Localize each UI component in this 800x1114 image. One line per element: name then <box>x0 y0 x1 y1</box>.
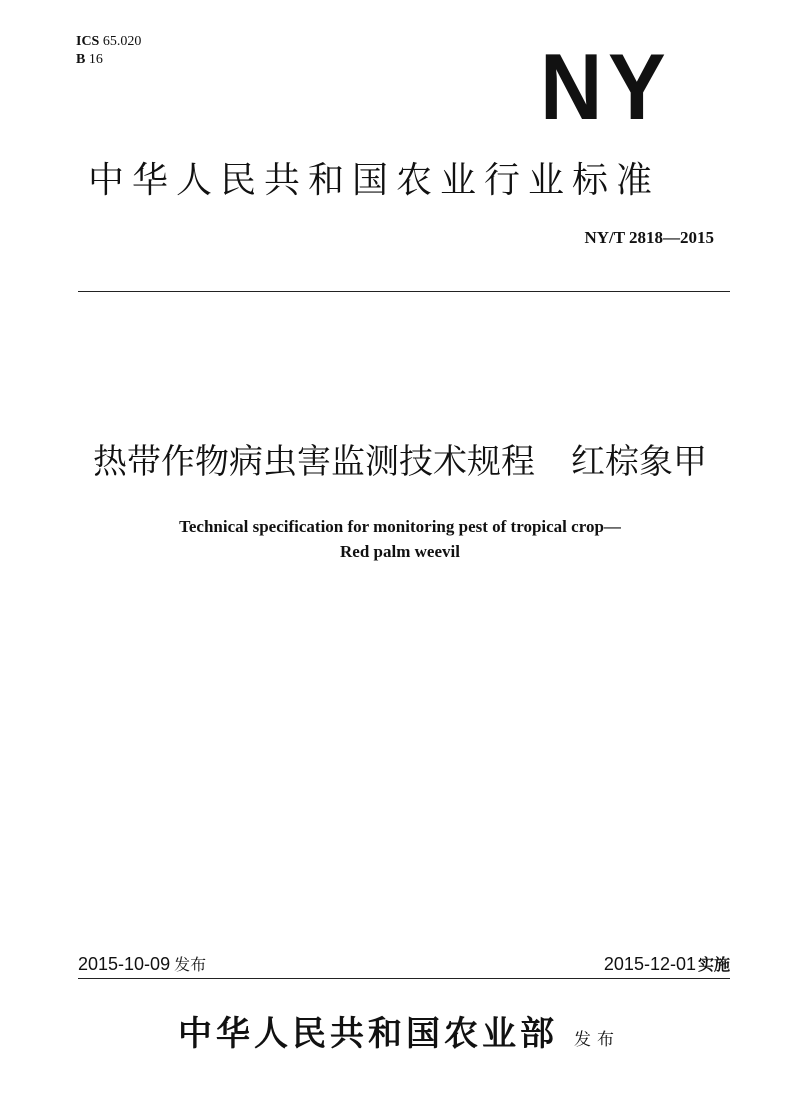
issue-label: 发布 <box>174 955 207 974</box>
chinese-title <box>0 442 800 482</box>
issue-date-block <box>78 953 206 976</box>
ccs-code: 16 <box>88 52 103 67</box>
chinese-title-sub: 红棕象甲 <box>571 442 707 482</box>
classification-codes <box>76 33 141 69</box>
issuing-authority <box>178 1012 620 1056</box>
issue-date: 2015-10-09 <box>78 954 171 974</box>
english-title-line1: Technical specification for monitoring pest of tropical crop— <box>179 517 621 536</box>
organization-title: 中华人民共和国农业行业标准 <box>88 160 661 201</box>
chinese-title-main: 热带作物病虫害监测技术规程 <box>93 442 535 482</box>
ics-line <box>76 33 141 51</box>
english-title-line2: Red palm weevil <box>340 542 460 561</box>
ny-logo: NY <box>540 34 672 139</box>
ics-label: ICS <box>76 34 100 49</box>
ccs-line <box>76 51 141 69</box>
implementation-date: 2015-12-01 <box>603 954 696 974</box>
ccs-label: B <box>76 52 86 67</box>
implementation-label: 实施 <box>697 955 730 974</box>
issuer-name: 中华人民共和国农业部 <box>178 1014 558 1054</box>
english-title <box>0 514 800 564</box>
standard-number: NY/T 2818—2015 <box>584 228 714 247</box>
footer-divider <box>78 978 730 979</box>
ics-code: 65.020 <box>102 34 142 49</box>
issuer-action: 发布 <box>574 1030 620 1050</box>
header-divider <box>78 291 730 292</box>
implementation-date-block <box>604 953 730 976</box>
